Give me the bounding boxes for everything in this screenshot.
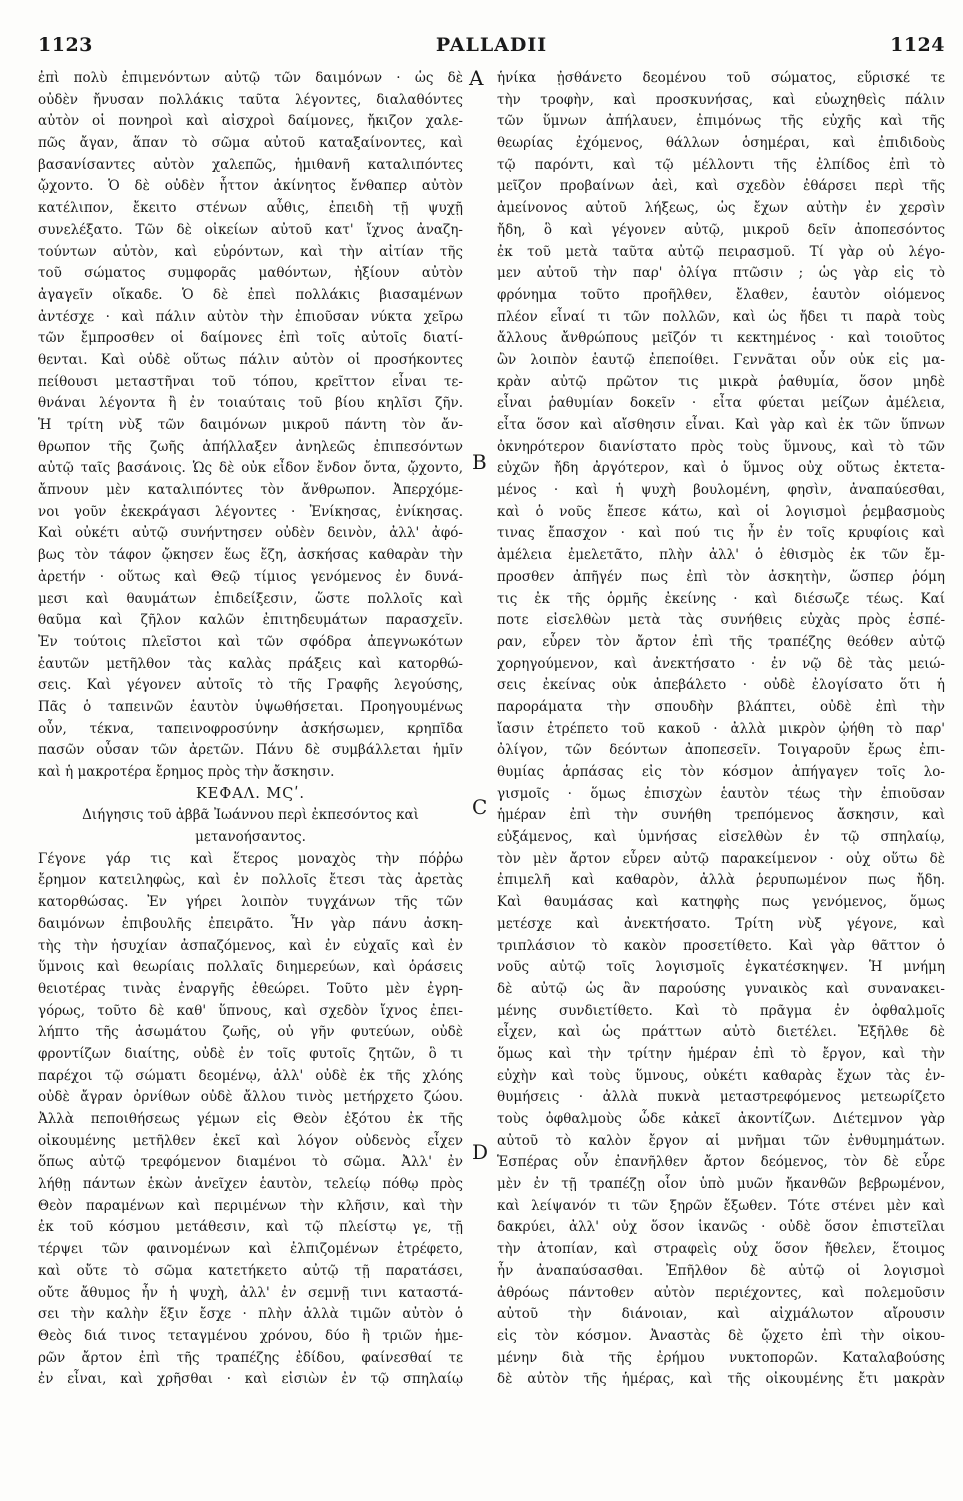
- text-line: ρῶν ἄρτον ἐπὶ τῆς τραπέζης ἐδίδου, φαίνεσθαί τε: [38, 1349, 463, 1366]
- text-line: δὲ αὐτῷ ὡς ἂν παρούσης γυναικὸς καὶ συνανακει-: [497, 980, 945, 997]
- text-line: τοὺς ὀφθαλμοὺς ὧδε κἀκεῖ ἀκοντίζων. Διέτεμνον γὰρ: [497, 1111, 945, 1127]
- text-line: ὅπως αὐτῷ τρεφόμενον διαμένοι τὸ σῶμα. Ἀλλ' ἐν: [38, 1154, 463, 1171]
- text-line: ὀκνηρότερον διανίστατο πρὸς τοὺς ὕμνους, καὶ τὸ τῶν: [497, 438, 945, 455]
- text-line: εὐχῶν ἤδη ἀργότερον, καὶ ὁ ὕμνος οὐχ οὕτως ἐκτετα-: [497, 460, 945, 477]
- text-line: προσθεν ἀπῆγέν πως ἐπὶ τὸν ἀσκητὴν, ὥσπερ ῥόμη: [497, 568, 945, 585]
- text-line: Ἑσπέρας οὖν ἐπανῆλθεν ἄρτον δεόμενος, τὸν δὲ εὗρε: [497, 1154, 945, 1171]
- page-number-left: 1123: [38, 34, 93, 56]
- text-line: γόρως, τοῦτο δὲ καθ' ὕπνους, καὶ σχεδὸν ἴχνος ἐπει-: [38, 1002, 463, 1019]
- text-line: ἐκ τοῦ κόσμου μετάθεσιν, καὶ τῷ πλείστῳ γε, τῇ: [38, 1219, 463, 1236]
- text-line: ἐν εἶναι, καὶ χρῆσθαι · καὶ εἰσιὼν ἐν τῷ σπηλαίῳ: [38, 1371, 463, 1388]
- text-line: ἄπνουν μὲν καταλιπόντες τὸν ἄνθρωπον. Ἀπερχόμε-: [38, 482, 463, 499]
- text-line: αὐτοῦ τὴν διάνοιαν, καὶ αἰχμάλωτον αἴρουσιν: [497, 1306, 945, 1323]
- text-line: νοῦς αὐτῷ τοῖς λογισμοῖς ἐγκατέσκηψεν. Ἡ μνήμη: [497, 959, 945, 976]
- text-line: ἐπιμελῆ καὶ καθαρὸν, ἀλλὰ ῥερυπωμένον πως ἤδη.: [497, 872, 945, 889]
- chapter-heading: ΚΕΦΑΛ. ΜϚʹ.: [195, 785, 306, 802]
- text-line: τοῦ σώματος συμφορᾶς μαθόντων, ἠξίουν αὐτὸν: [38, 265, 463, 282]
- text-line: ὅμως καὶ τὴν τρίτην ἡμέραν ἐπὶ τὸ ἔργον, καὶ τὴν: [497, 1045, 945, 1062]
- text-line: καὶ οὔτε τὸ σῶμα κατετήκετο αὐτῷ τῇ παρατάσει,: [38, 1262, 463, 1279]
- text-line: φροντίζων διαίτης, οὐδὲ ἐν τοῖς φυτοῖς ζητῶν, ὃ τι: [38, 1045, 463, 1062]
- text-line: ἑαυτῶν μετῆλθον τὰς καλὰς πράξεις καὶ κατορθώ-: [38, 655, 463, 672]
- text-line: μεῖζον προβαίνων ἀεὶ, καὶ σχεδὸν ἐθάρσει περὶ τῆς: [497, 178, 945, 195]
- text-line: δαιμόνων ἐπιβουλῆς ἐπειρᾶτο. Ἦν γὰρ πάνυ ἀσκη-: [38, 915, 463, 932]
- text-line: αὐτὸν οἱ πονηροὶ καὶ αἰσχροὶ δαίμονες, ἤκιζον χαλε-: [38, 113, 463, 130]
- text-line: αὐτῷ ταῖς βασάνοις. Ὡς δὲ οὐκ εἶδον ἔνδον ὄντα, ᾤχοντο,: [38, 460, 463, 477]
- running-title: PALLADII: [435, 34, 548, 56]
- text-line: κατορθώσας. Ἐν γήρει λοιπὸν τυγχάνων τῆς τῶν: [38, 894, 463, 911]
- text-line: ἡμέραν ἐπὶ τὴν συνήθη τρεπόμενος ἄσκησιν, καὶ: [497, 807, 945, 824]
- text-line: θεωρίας ἐχόμενος, θάλλων ὁσημέραι, καὶ ἐπιδιδοὺς: [497, 135, 945, 152]
- margin-mark-b: B: [472, 450, 487, 474]
- text-line: εὐξάμενος, καὶ ὑμνήσας εἰσελθὼν ἐν τῷ σπηλαίῳ,: [497, 829, 945, 846]
- text-line: ὀλίγον, τῶν δεόντων ἀποπεσεῖν. Τοιγαροῦν ἔρως ἐπι-: [497, 742, 945, 759]
- text-line: θειοτέρας τινὰς ἐναργῆς ἐθεώρει. Τοῦτο μὲν ἐγρη-: [38, 980, 463, 997]
- text-line: σει τὴν καλὴν ἕξιν ἔσχε · πλὴν ἀλλὰ τιμῶν αὐτὸν ὁ: [38, 1306, 463, 1323]
- text-line: τῶν ἔμπροσθεν οἱ δαίμονες ἐπὶ τοῖς αὐτοῖς διατί-: [38, 330, 463, 347]
- text-line: μὲν ἐν τῇ τραπέζῃ οἷον ὑπὸ μυῶν ἤκανθῶν βεβρωμένον,: [497, 1176, 945, 1193]
- text-line: μεν αὐτοῦ τὴν παρ' ὀλίγα πτῶσιν ; ὡς γὰρ εἰς τὸ: [497, 265, 945, 282]
- text-line: βως τὸν τάφον ᾤκησεν ἕως ἔζη, ἀσκήσας καθαρὰν τὴν: [38, 547, 463, 564]
- text-line: παροράματα τὴν σπουδὴν βλάπτει, οὐδὲ ἐπὶ τὴν: [497, 698, 945, 715]
- text-line: ἀμέλεια ἐμελετᾶτο, πλὴν ἀλλ' ὁ ἐθισμὸς ἐκ τῶν ἔμ-: [497, 547, 945, 564]
- text-line: ἤδη, ὃ καὶ γέγονεν αὐτῷ, μικροῦ δεῖν ἀποπεσόντος: [497, 221, 945, 238]
- text-line: θυμίας ἁρπάσας εἰς τὸν κόσμον ἀπήγαγεν τοῖς λο-: [497, 764, 945, 780]
- text-line: νοι γοῦν ἐκεκράγασι λέγοντες · Ἐνίκησας, ἐνίκησας.: [38, 503, 463, 520]
- text-line: καὶ ἡ μακροτέρα ἔρημος πρὸς τὴν ἄσκησιν.: [38, 764, 335, 780]
- text-line: πείθουσι μεταστῆναι τοῦ τόπου, κρεῖττον εἶναι τε-: [38, 373, 463, 390]
- text-line: τριπλάσιον τὸ κακὸν προσετίθετο. Καὶ γὰρ θᾶττον ὁ: [497, 937, 945, 954]
- text-line: οὐδὲν ἤνυσαν πολλάκις ταῦτα λέγοντες, διαλαθόντες: [38, 91, 463, 108]
- text-line: τὴν ἀτοπίαν, καὶ στραφεὶς οὐχ ὅσον ἤθελεν, ἕτοιμος: [497, 1241, 945, 1258]
- text-line: ραν, εὗρεν τὸν ἄρτον ἐπὶ τῆς τραπέζης θεόθεν αὐτῷ: [497, 633, 945, 650]
- text-line: ἀρετήν · οὕτως καὶ Θεῷ τίμιος γενόμενος ἐν δυνά-: [38, 568, 463, 585]
- text-line: Ἀλλὰ πεποιθήσεως γέμων εἰς Θεὸν ἐξότου ἐκ τῆς: [38, 1111, 463, 1127]
- text-line: θαῦμα καὶ ζῆλον καλῶν ἐπιτηδευμάτων παρασχεῖν.: [38, 612, 463, 629]
- right-column: [497, 68, 945, 1391]
- left-column-text-1: [38, 68, 463, 784]
- right-column-text: [497, 68, 945, 1391]
- running-header: [38, 34, 945, 60]
- text-line: ἴασιν ἐτρέπετο τοῦ κακοῦ · ἀλλὰ μικρὸν ᾠήθη τὸ παρ': [497, 720, 945, 737]
- text-line: θενται. Καὶ οὐδὲ οὕτως πάλιν αὐτὸν οἱ προσήκοντες: [38, 351, 463, 368]
- text-line: δὲ αὐτὸν τῆς ἡμέρας, καὶ τῆς οἰκουμένης ἔτι μακρὰν: [497, 1371, 945, 1388]
- text-line: ἀγαγεῖν οἴκαδε. Ὁ δὲ ἐπεὶ πολλάκις βιασαμένων: [38, 286, 463, 303]
- text-line: μένην διὰ τῆς ἐρήμου νυκτοπορῶν. Καταλαβούσης: [497, 1349, 945, 1366]
- text-line: μένος · καὶ ἡ ψυχὴ βουλομένη, φησὶν, ἀναπαύεσθαι,: [497, 482, 945, 499]
- text-line: βασανίσαντες αὐτὸν χαλεπῶς, ἡμιθανῆ καταλιπόντες: [38, 156, 463, 173]
- text-line: σεις ἐκείνας οὐκ ἀπεβάλετο · οὐδὲ ἐλογίσατο ὅτι ἡ: [497, 677, 945, 694]
- left-column: [38, 68, 463, 1391]
- text-line: μένης συνδιετίθετο. Καὶ τὸ πρᾶγμα ἐν ὀφθαλμοῖς: [497, 1002, 945, 1019]
- text-line: ᾤχοντο. Ὁ δὲ οὐδὲν ἧττον ἀκίνητος ἔνθαπερ αὐτὸν: [38, 178, 463, 195]
- text-line: Θεὸς διά τινος τεταγμένου χρόνου, δύο ἢ τριῶν ἡμε-: [38, 1327, 463, 1344]
- text-line: εἶχεν, καὶ ὡς πράττων αὐτὸ διετέλει. Ἐξῆλθε δὲ: [497, 1024, 945, 1041]
- text-line: ἡνίκα ᾐσθάνετο δεομένου τοῦ σώματος, εὕρισκέ τε: [497, 70, 945, 86]
- text-line: πλέον εἶναί τι τῶν πολλῶν, καὶ ὡς ἤδει τι παρὰ τοὺς: [497, 308, 945, 325]
- text-line: λήθῃ πάντων ἑκὼν ἀνεῖχεν ἑαυτὸν, τελείῳ πόθῳ πρὸς: [38, 1176, 463, 1193]
- text-line: πῶς ἄγαν, ἅπαν τὸ σῶμα αὐτοῦ καταξαίνοντες, καὶ: [38, 135, 463, 152]
- text-line: γισμοῖς · ὅμως ἐπισχὼν ἑαυτὸν τέως τὴν ἐπιοῦσαν: [497, 785, 945, 802]
- margin-mark-a: A: [469, 66, 484, 90]
- margin-mark-d: D: [472, 1140, 489, 1164]
- text-line: καὶ ὁ νοῦς ἔπεσε κάτω, καὶ οἱ λογισμοὶ ῥεμβασμοὺς: [497, 503, 945, 520]
- text-line: παρέχοι τῷ σώματι δεομένῳ, ἀλλ' οὐδὲ ἐκ τῆς χλόης: [38, 1067, 463, 1084]
- text-line: ἄλλους ἄνθρώπους μεῖζόν τι κεκτημένος · καὶ τοιοῦτος: [497, 330, 945, 347]
- text-line: θρωπον τῆς ζωῆς ἀπήλλαξεν ἀνηλεῶς ἐπιπεσόντων: [38, 438, 463, 455]
- text-line: ἀμείνονος αὐτοῦ λήξεως, ὡς ἔχων αὐτὴν ἐν χερσὶν: [497, 200, 945, 217]
- text-line: θυμήσεις · ἀλλὰ πυκνὰ μεταστρεφόμενος μετεωρίζετο: [497, 1089, 945, 1106]
- text-line: τινας ἔπασχον · καὶ πού τις ἦν ἐν τοῖς κρυφίοις καὶ: [497, 525, 945, 542]
- text-line: τὸν μὲν ἄρτον εὗρεν αὐτῷ παρακείμενον · οὐχ οὕτω δὲ: [497, 850, 945, 867]
- text-line: οὔτε ἄθυμος ἦν ἡ ψυχὴ, ἀλλ' ἐν σεμνῇ τινι καταστά-: [38, 1284, 463, 1301]
- text-line: δακρύει, ἀλλ' οὐχ ὅσον ἱκανῶς · οὐδὲ ὅσον ἐπιστεῖλαι: [497, 1219, 945, 1236]
- text-line: ποτε εἰσελθὼν μετὰ τὰς συνήθεις εὐχὰς πρὸς ἑσπέ-: [497, 612, 945, 629]
- text-line: μεσι καὶ θαυμάτων ἐπιδείξεσιν, ὥστε πολλοῖς καὶ: [38, 590, 463, 607]
- text-line: Καὶ οὐκέτι αὐτῷ συνήντησεν οὐδὲν δεινὸν, ἀλλ' ἀφό-: [38, 525, 463, 542]
- text-line: οὐδὲ ἄγραν ὀρνίθων οὐδὲ ἄλλου τινὸς μετήρχετο ζώου.: [38, 1089, 463, 1106]
- text-line: κατέλιπον, ἔκειτο στένων αὖθις, ἐπειδὴ τῇ ψυχῇ: [38, 200, 463, 217]
- text-line: οἰκουμένης μετῆλθεν ἐκεῖ καὶ λόγον οὐδενὸς εἶχεν: [38, 1132, 463, 1149]
- text-line: εἰς τὸν κόσμον. Ἀναστὰς δὲ ᾤχετο ἐπὶ τὴν οἰκου-: [497, 1327, 945, 1344]
- text-line: Γέγονε γάρ τις καὶ ἕτερος μοναχὸς τὴν πόῤῥω: [38, 850, 463, 867]
- chapter-subtitle-line-2: μετανοήσαντος.: [195, 829, 306, 846]
- text-line: Καὶ θαυμάσας καὶ κατηφὴς πως γενόμενος, ὅμως: [497, 894, 945, 911]
- text-line: Ἡ τρίτη νὺξ τῶν δαιμόνων μικροῦ πάντη τὸν ἄν-: [38, 417, 463, 433]
- text-line: εἶναι ῥαθυμίαν δοκεῖν · εἶτα φύεται μείζων ἀμέλεια,: [497, 395, 945, 412]
- text-line: συνελέξατο. Τῶν δὲ οἰκείων αὐτοῦ κατ' ἴχνος ἀναζη-: [38, 221, 463, 238]
- text-line: θνάναι λέγοντα ἢ ἐν τοιαύταις τοῦ βίου κηλῖσι ζῆν.: [38, 395, 463, 412]
- text-line: τῶν ὕμνων ἀπήλαυεν, ἐπιμόνως τῆς εὐχῆς καὶ τῆς: [497, 113, 945, 130]
- page-number-right: 1124: [890, 34, 945, 56]
- text-line: Ἐν τούτοις πλεῖστοι καὶ τῶν σφόδρα ἀπεγνωκότων: [38, 633, 463, 650]
- text-line: πασῶν οὖσαν τῶν ἀρετῶν. Πάνυ δὲ συμβάλλεται ἡμῖν: [38, 742, 463, 759]
- text-line: χορηγούμενον, καὶ ἀνεκτήσατο · ἐν νῷ δὲ τὰς μειώ-: [497, 655, 945, 672]
- text-line: τέρψει τῶν φαινομένων καὶ ἐλπιζομένων ἐτρέφετο,: [38, 1241, 463, 1258]
- text-line: φρόνημα τοῦτο προῆλθεν, ἔλαθεν, ἑαυτὸν οἰόμενος: [497, 286, 945, 303]
- text-line: τὴν τροφὴν, καὶ προσκυνήσας, καὶ εὐωχηθεὶς πάλιν: [497, 91, 945, 108]
- text-line: ἦν ἀναπαύσασθαι. Ἐπῆλθον δὲ αὐτῷ οἱ λογισμοὶ: [497, 1262, 945, 1279]
- text-line: ὕμνοις καὶ θεωρίαις πολλαῖς διημερεύων, καὶ ὁράσεις: [38, 959, 463, 976]
- text-line: ἀντέσχε · καὶ πάλιν αὐτὸν τὴν ἐπιοῦσαν νύκτα χεῖρω: [38, 308, 463, 325]
- text-line: οὖν, τέκνα, ταπεινοφροσύνην ἀσκήσωμεν, κρηπῖδα: [38, 720, 463, 737]
- text-line: κρὰν αὐτῷ πρῶτον τις μικρὰ ῥαθυμία, ὅσον μηδὲ: [497, 373, 945, 390]
- text-line: τις ἐκ τῆς ὁρμῆς ἐκείνης · καὶ διέσωζε τέως. Καί: [497, 590, 945, 607]
- text-line: Θεὸν παραμένων καὶ περιμένων τὴν κλῆσιν, καὶ τὴν: [38, 1197, 463, 1214]
- text-line: ὢν λοιπὸν ἑαυτῷ ἐπεποίθει. Γεννᾶται οὖν οὐκ εἰς μα-: [497, 351, 945, 368]
- text-line: μετέσχε καὶ ἀνεκτήσατο. Τρίτη νὺξ γέγονε, καὶ: [497, 915, 945, 932]
- text-line: τῷ παρόντι, καὶ τῷ μέλλοντι τῆς ἐλπίδος ἐπὶ τὸ: [497, 156, 945, 173]
- text-line: ἐπὶ πολὺ ἐπιμενόντων αὐτῷ τῶν δαιμόνων · ὡς δὲ: [38, 70, 463, 86]
- text-line: εἶτα ὅσον καὶ αἴσθησιν εἶναι. Καὶ γὰρ καὶ ἐκ τῶν ὕπνων: [497, 417, 945, 433]
- chapter-heading-block: [38, 784, 463, 849]
- text-line: ἔρημον κατειληφὼς, καὶ ἐν πολλοῖς ἔτεσι τὰς ἀρετὰς: [38, 872, 463, 889]
- text-line: τὴς τὴν ἡσυχίαν ἀσπαζόμενος, καὶ ἐν εὐχαῖς καὶ ἐν: [38, 937, 463, 954]
- text-line: σεις. Καὶ γέγονεν αὐτοῖς τὸ τῆς Γραφῆς λεγούσης,: [38, 677, 463, 694]
- margin-mark-c: C: [472, 795, 488, 819]
- text-line: ἐκ τοῦ μετὰ ταῦτα αὐτῷ πειρασμοῦ. Τί γὰρ οὐ λέγο-: [497, 243, 945, 260]
- left-column-text-2: [38, 849, 463, 1391]
- chapter-subtitle-line-1: Διήγησις τοῦ ἀββᾶ Ἰωάννου περὶ ἐκπεσόντος καὶ: [82, 807, 419, 824]
- text-line: αὐτοῦ τὸ καλὸν ἔργον αἱ μνῆμαι τῶν ἐνθυμημάτων.: [497, 1132, 945, 1149]
- text-line: λήπτο τῆς ἀσωμάτου ζωῆς, οὐ γῆν φυτεύων, οὐδὲ: [38, 1024, 463, 1041]
- text-line: Πᾶς ὁ ταπεινῶν ἑαυτὸν ὑψωθήσεται. Προηγουμένως: [38, 698, 463, 715]
- text-line: ἀθρόως πάντοθεν αὐτὸν περιέχοντες, καὶ πολεμοῦσιν: [497, 1284, 945, 1301]
- text-line: καὶ λείψανόν τι τῶν ξηρῶν ἔξωθεν. Τότε στένει μὲν καὶ: [497, 1197, 945, 1214]
- text-line: εὐχὴν καὶ τοὺς ὕμνους, οὐκέτι καθαρὰς ἔχων τὰς ἐν-: [497, 1067, 945, 1084]
- text-line: τούντων αὐτὸν, καὶ εὑρόντων, καὶ τὴν αἰτίαν τῆς: [38, 243, 463, 260]
